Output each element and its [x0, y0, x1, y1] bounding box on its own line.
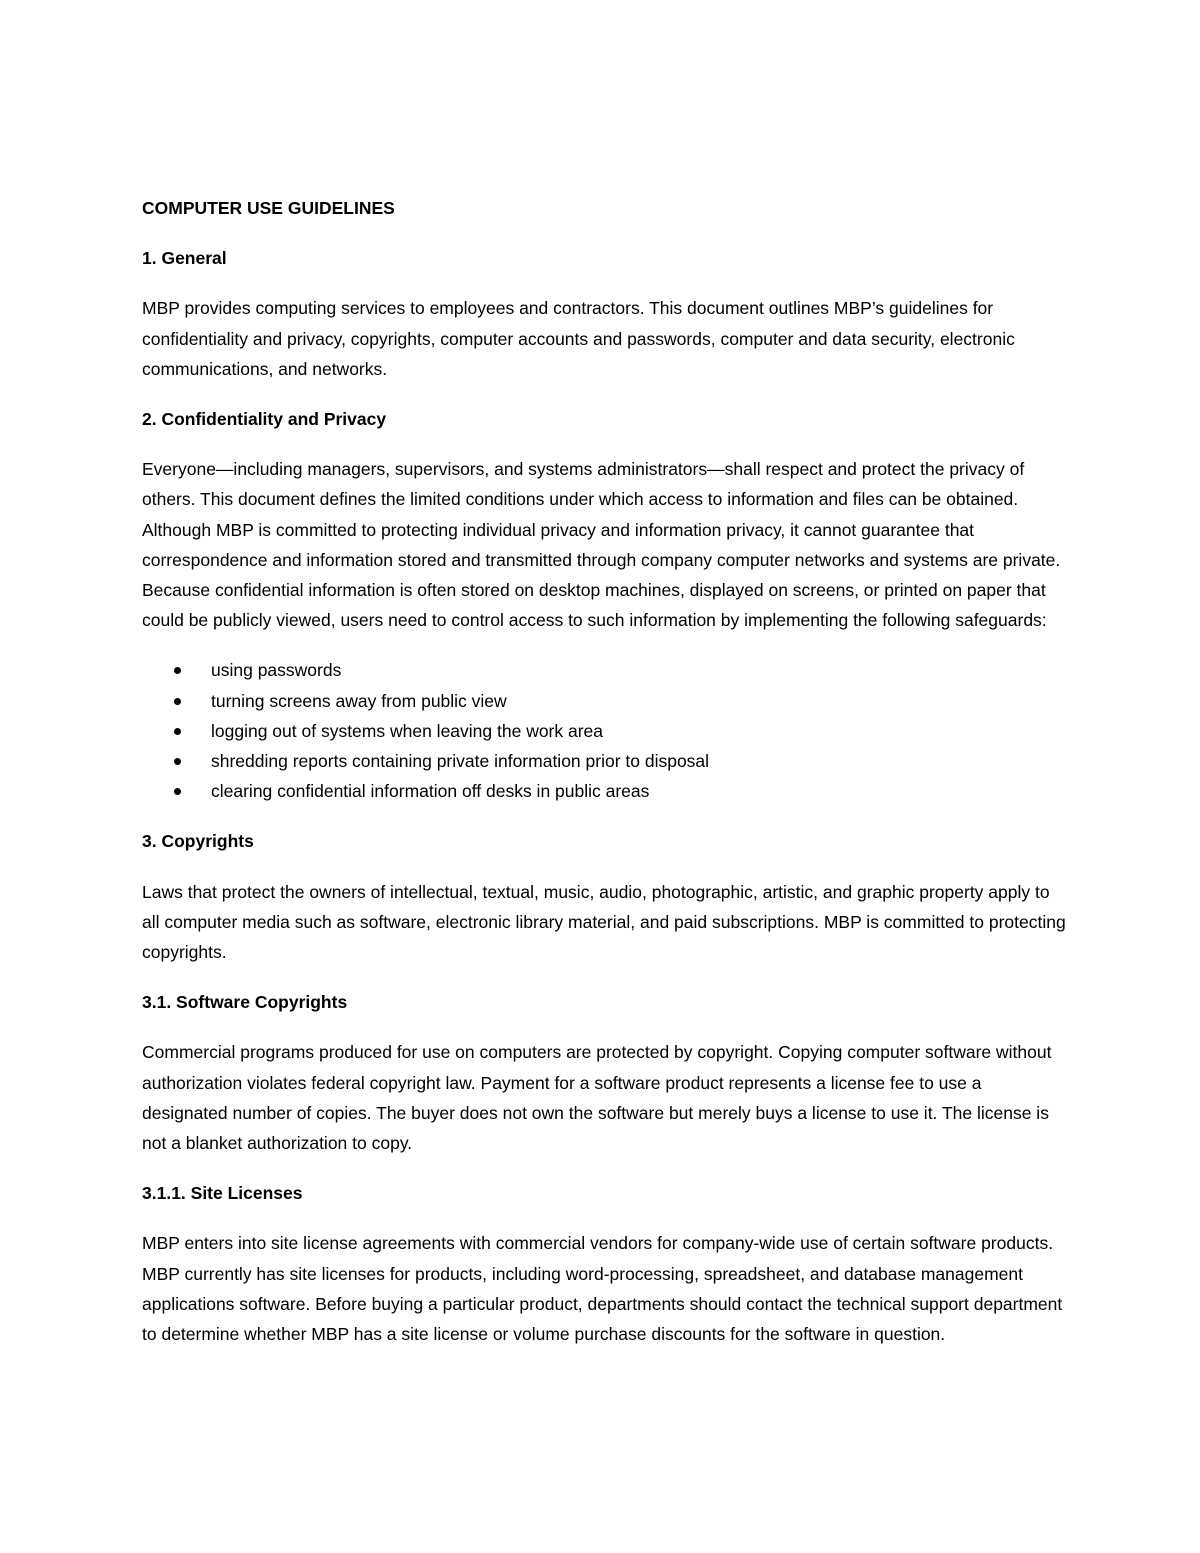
list-item-text: logging out of systems when leaving the work area — [211, 720, 604, 741]
section-paragraph: Commercial programs produced for use on computers are protected by copyright. Copying computer software without authorization violates federal copyright law. Payment for a software product represents a license fee to use a designated number of copies. The buyer does not own the software but merely buys a license to use it. The license is not a blanket authorization to copy. — [142, 1042, 1052, 1154]
list-item-text: turning screens away from public view — [211, 690, 507, 711]
section-paragraph: MBP enters into site license agreements with commercial vendors for company-wide use of certain software products. MBP currently has site licenses for products, including word-processing, spreadsheet, and database management applications software. Before buying a particular product, departments should contact the technical support department to determine whether MBP has a site license or volume purchase discounts for the software in question. — [142, 1233, 1063, 1345]
list-item — [142, 716, 1067, 746]
bullet-icon — [174, 698, 181, 705]
section-paragraph: MBP provides computing services to employees and contractors. This document outlines MBP’s guidelines for confidentiality and privacy, copyrights, computer accounts and passwords, computer and data security, electronic communications, and networks. — [142, 298, 1015, 379]
list-item-text: clearing confidential information off desks in public areas — [211, 781, 650, 802]
section-heading-confidentiality: 2. Confidentiality and Privacy — [142, 409, 387, 430]
document-title: COMPUTER USE GUIDELINES — [142, 198, 395, 218]
section-heading-general: 1. General — [142, 248, 227, 269]
bullet-icon — [174, 728, 181, 735]
list-item — [142, 776, 1067, 806]
document-body — [142, 193, 1067, 1369]
section-paragraph: Everyone—including managers, supervisors, and systems administrators—shall respect and protect the privacy of others. This document defines the limited conditions under which access to information and files can be obtained. Although MBP is committed to protecting individual privacy and information privacy, it cannot guarantee that correspondence and information stored and transmitted through company computer networks and systems are private. Because confidential information is often stored on desktop machines, displayed on screens, or printed on paper that could be publicly viewed, users need to control access to such information by implementing the following safeguards: — [142, 459, 1061, 631]
section-heading-software-copyrights: 3.1. Software Copyrights — [142, 992, 348, 1013]
list-item-text: shredding reports containing private information prior to disposal — [211, 751, 710, 772]
section-heading-copyrights: 3. Copyrights — [142, 831, 254, 852]
list-item-text: using passwords — [211, 660, 342, 681]
bullet-icon — [174, 667, 181, 674]
list-item — [142, 746, 1067, 776]
list-item — [142, 686, 1067, 716]
safeguards-list — [142, 655, 1067, 806]
list-item — [142, 655, 1067, 685]
section-paragraph: Laws that protect the owners of intellectual, textual, music, audio, photographic, artistic, and graphic property apply to all computer media such as software, electronic library material, and paid subscriptions. MBP is committed to protecting copyrights. — [142, 881, 1066, 963]
section-heading-site-licenses: 3.1.1. Site Licenses — [142, 1183, 303, 1204]
bullet-icon — [174, 758, 181, 765]
bullet-icon — [174, 788, 181, 795]
